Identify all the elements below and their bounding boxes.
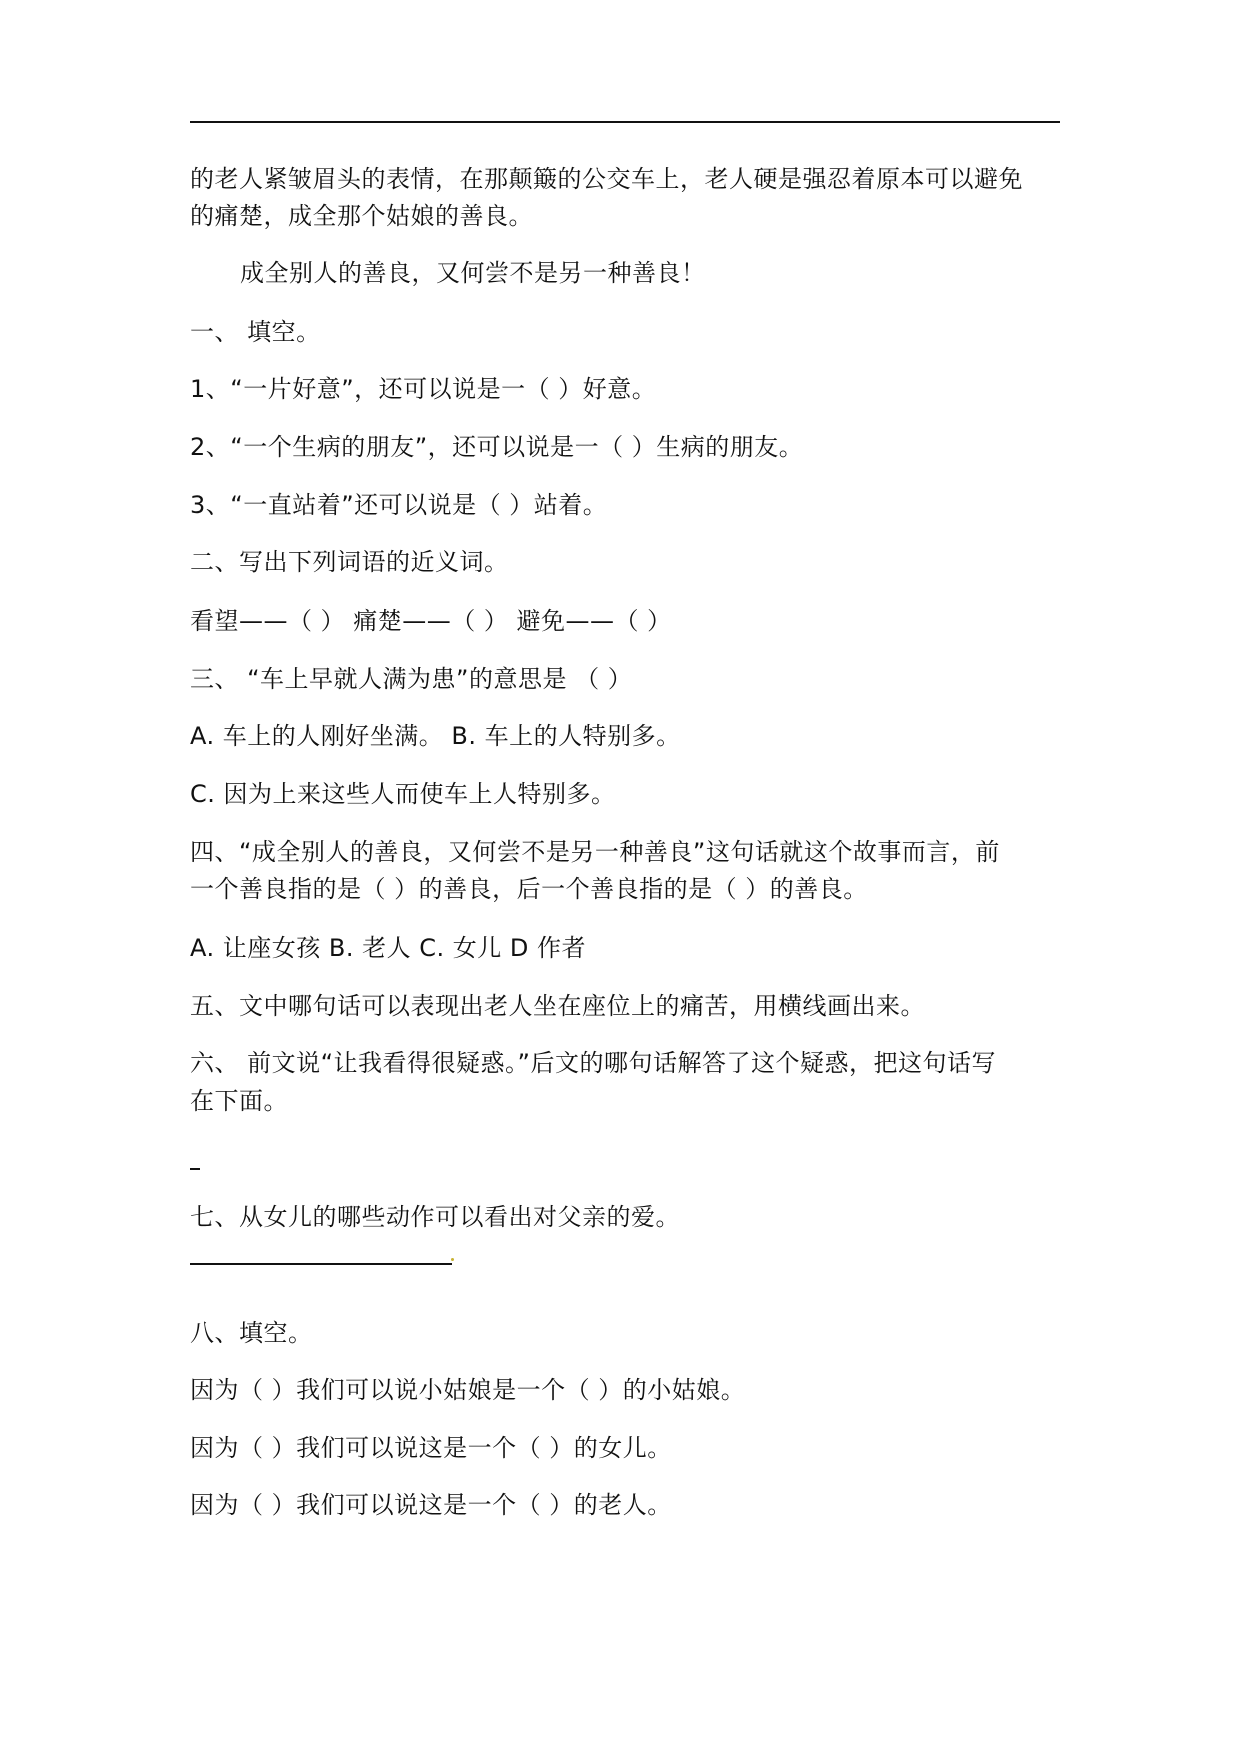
passage-line-1: 的老人紧皱眉头的表情，在那颠簸的公交车上，老人硬是强忍着原本可以避免 <box>190 165 1023 193</box>
answer-line-dot <box>451 1258 454 1261</box>
section-1-question-1: 1、“一片好意”，还可以说是一（ ）好意。 <box>190 375 657 403</box>
section-7-heading: 七、从女儿的哪些动作可以看出对父亲的爱。 <box>190 1203 680 1231</box>
section-4-line-2: 一个善良指的是（ ）的善良，后一个善良指的是（ ）的善良。 <box>190 875 868 903</box>
section-5-heading: 五、文中哪句话可以表现出老人坐在座位上的痛苦，用横线画出来。 <box>190 992 925 1020</box>
section-8-question-1: 因为（ ）我们可以说小姑娘是一个（ ）的小姑娘。 <box>190 1376 746 1404</box>
section-3-option-c: C. 因为上来这些人而使车上人特别多。 <box>190 780 616 808</box>
section-2-heading: 二、写出下列词语的近义词。 <box>190 548 509 576</box>
section-6-line-1: 六、 前文说“让我看得很疑惑。”后文的哪句话解答了这个疑惑，把这句话写 <box>190 1049 996 1077</box>
section-1-question-2: 2、“一个生病的朋友”，还可以说是一（ ）生病的朋友。 <box>190 433 804 461</box>
passage-conclusion: 成全别人的善良，又何尝不是另一种善良！ <box>240 259 706 287</box>
section-8-question-3: 因为（ ）我们可以说这是一个（ ）的老人。 <box>190 1491 672 1519</box>
section-4-line-1: 四、“成全别人的善良，又何尝不是另一种善良”这句话就这个故事而言，前 <box>190 838 1000 866</box>
section-8-heading: 八、填空。 <box>190 1319 313 1347</box>
section-8-question-2: 因为（ ）我们可以说这是一个（ ）的女儿。 <box>190 1434 672 1462</box>
section-3-option-ab: A. 车上的人刚好坐满。 B. 车上的人特别多。 <box>190 722 681 750</box>
section-6-line-2: 在下面。 <box>190 1087 288 1115</box>
section-4-options: A. 让座女孩 B. 老人 C. 女儿 D 作者 <box>190 934 586 962</box>
section-6-answer-mark <box>190 1168 200 1170</box>
section-2-items: 看望——（ ） 痛楚——（ ） 避免——（ ） <box>190 607 672 635</box>
section-1-heading: 一、 填空。 <box>190 318 321 346</box>
passage-line-2: 的痛楚，成全那个姑娘的善良。 <box>190 202 533 230</box>
header-rule <box>190 121 1060 123</box>
section-7-answer-line <box>190 1263 452 1265</box>
section-3-heading: 三、 “车上早就人满为患”的意思是 （ ） <box>190 665 633 693</box>
section-1-question-3: 3、“一直站着”还可以说是（ ）站着。 <box>190 491 608 519</box>
